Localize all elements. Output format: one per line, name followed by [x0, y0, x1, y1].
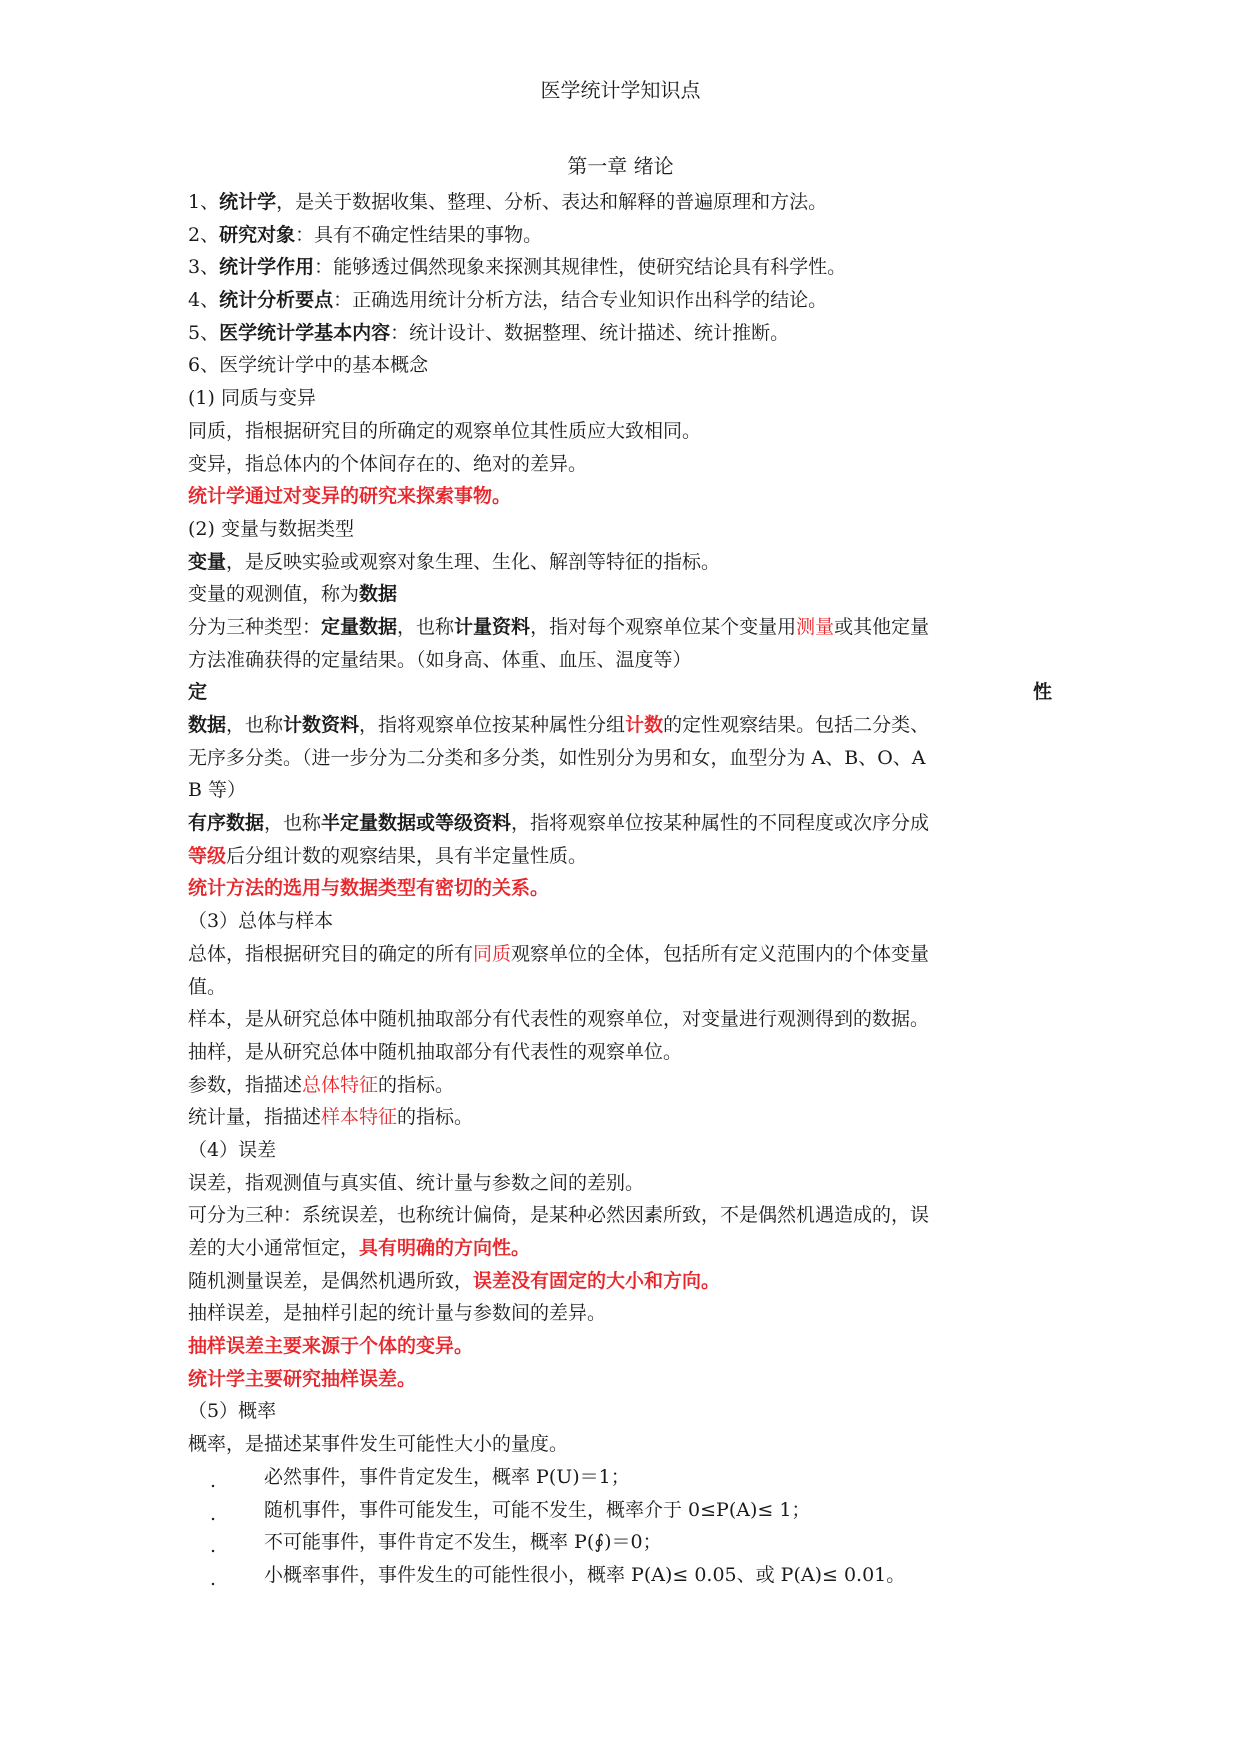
text-line [188, 1559, 1052, 1592]
text-line [188, 1297, 1052, 1330]
text-segment: ，是关于数据收集、整理、分析、表达和解释的普遍原理和方法。 [276, 191, 828, 213]
highlighted-text: 误差没有固定的大小和方向。 [473, 1269, 721, 1292]
text-segment: 概率，是描述某事件发生可能性大小的量度。 [188, 1433, 569, 1456]
text-segment: 3、 [188, 256, 220, 279]
text-line [188, 186, 1052, 219]
text-segment: 误差，指观测值与真实值、统计量与参数之间的差别。 [188, 1171, 645, 1194]
text-segment: 差的大小通常恒定， [188, 1237, 360, 1259]
text-segment: 分为三种类型： [188, 615, 322, 638]
text-segment: 样本，是从研究总体中随机抽取部分有代表性的观察单位，对变量进行观测得到的数据。 [188, 1008, 930, 1031]
text-segment: 观察单位的全体，包括所有定义范围内的个体变量 [511, 942, 930, 965]
list-bullet: . [210, 1567, 217, 1590]
text-segment: 变异，指总体内的个体间存在的、绝对的差异。 [188, 452, 588, 475]
list-bullet: . [210, 1535, 217, 1558]
text-segment: （5）概率 [188, 1400, 277, 1423]
text-line [188, 546, 1052, 579]
text-line [188, 317, 1052, 350]
highlighted-text: 统计学通过对变异的研究来探索事物。 [188, 485, 512, 508]
text-line [188, 1428, 1052, 1461]
text-segment: (1) 同质与变异 [188, 387, 316, 410]
text-segment: 必然事件，事件肯定发生，概率 P(U)＝1； [264, 1465, 630, 1488]
bold-term: 有序数据 [188, 812, 265, 835]
text-segment: ：具有不确定性结果的事物。 [295, 223, 543, 246]
text-segment: 不可能事件，事件肯定不发生，概率 P(∮)＝0； [264, 1531, 662, 1554]
highlighted-text: 等级 [188, 844, 227, 867]
text-segment: (2) 变量与数据类型 [188, 517, 354, 540]
text-segment: 4、 [188, 289, 220, 312]
text-line [188, 349, 1052, 382]
bold-term: 医学统计学基本内容 [219, 321, 391, 344]
text-segment: 无序多分类。（进一步分为二分类和多分类，如性别分为男和女，血型分为 A、B、O、A [188, 746, 926, 769]
text-segment: 随机测量误差，是偶然机遇所致， [188, 1269, 474, 1292]
text-segment: 值。 [188, 975, 227, 998]
highlighted-text: 具有明确的方向性。 [359, 1237, 531, 1259]
text-segment: ，是反映实验或观察对象生理、生化、解剖等特征的指标。 [226, 550, 721, 573]
text-line [188, 611, 1052, 644]
document-title: 医学统计学知识点 [540, 78, 701, 102]
text-line [188, 513, 1052, 546]
highlighted-text: 总体特征 [302, 1073, 379, 1096]
text-line [188, 644, 1052, 677]
text-segment: 可分为三种：系统误差，也称统计偏倚，是某种必然因素所致，不是偶然机遇造成的，误 [188, 1204, 930, 1227]
bold-term: 变量 [188, 550, 227, 573]
list-bullet: . [210, 1469, 217, 1492]
text-segment: 1、 [188, 191, 220, 213]
text-line [188, 480, 1052, 513]
text-line [188, 1036, 1052, 1069]
bold-term: 统计学作用 [219, 256, 315, 279]
text-line [188, 807, 1052, 840]
text-segment: 抽样，是从研究总体中随机抽取部分有代表性的观察单位。 [188, 1040, 683, 1063]
text-line [188, 1232, 1052, 1265]
bold-term: 定 [188, 681, 208, 704]
highlighted-text: 统计方法的选用与数据类型有密切的关系。 [188, 877, 550, 900]
text-segment: 6、医学统计学中的基本概念 [188, 354, 429, 377]
highlighted-text: 样本特征 [321, 1106, 398, 1129]
text-line [188, 1526, 1052, 1559]
text-segment: 同质，指根据研究目的所确定的观察单位其性质应大致相同。 [188, 419, 702, 442]
highlighted-text: 统计学主要研究抽样误差。 [188, 1367, 417, 1390]
text-segment: ：能够透过偶然现象来探测其规律性，使研究结论具有科学性。 [314, 256, 847, 279]
text-segment: 抽样误差，是抽样引起的统计量与参数间的差异。 [188, 1302, 607, 1325]
bold-term: 数据 [359, 583, 398, 606]
text-segment: 的指标。 [397, 1106, 474, 1129]
text-line [188, 1494, 1052, 1527]
text-line [188, 1003, 1052, 1036]
text-segment: 小概率事件，事件发生的可能性很小，概率 P(A)≤ 0.05、或 P(A)≤ 0.01。 [264, 1563, 906, 1586]
text-segment: ，指将观察单位按某种属性的不同程度或次序分成 [511, 812, 930, 835]
text-line [188, 1265, 1052, 1298]
text-line [188, 219, 1052, 252]
text-line [188, 709, 1052, 742]
text-segment: （3）总体与样本 [188, 910, 334, 933]
text-line [188, 1363, 1052, 1396]
text-segment: 的指标。 [378, 1073, 455, 1096]
text-line [188, 1330, 1052, 1363]
text-line [188, 448, 1052, 481]
highlighted-text: 测量 [796, 615, 835, 638]
text-line [188, 1134, 1052, 1167]
text-segment: 后分组计数的观察结果，具有半定量性质。 [226, 844, 588, 867]
text-segment: 随机事件，事件可能发生，可能不发生，概率介于 0≤P(A)≤ 1； [264, 1498, 811, 1521]
text-segment: ，指将观察单位按某种属性分组 [359, 714, 626, 736]
text-line [188, 1101, 1052, 1134]
text-segment: 或其他定量 [834, 615, 930, 638]
text-segment: 参数，指描述 [188, 1073, 303, 1096]
bold-term: 统计学 [219, 191, 277, 213]
bold-term: 数据 [188, 714, 227, 736]
text-segment: 5、 [188, 321, 220, 344]
bold-term: 计量资料 [454, 615, 531, 638]
text-segment: 变量的观测值，称为 [188, 583, 360, 606]
text-segment: ，也称 [264, 812, 322, 835]
text-line [188, 1069, 1052, 1102]
text-line [188, 251, 1052, 284]
text-segment: 总体，指根据研究目的确定的所有 [188, 942, 474, 965]
highlighted-text: 计数 [625, 714, 664, 736]
text-segment: ，指对每个观察单位某个变量用 [530, 615, 797, 638]
text-segment: 方法准确获得的定量结果。（如身高、体重、血压、温度等） [188, 648, 692, 671]
list-bullet: . [210, 1502, 217, 1525]
highlighted-text: 同质 [473, 942, 512, 965]
text-segment: ：正确选用统计分析方法，结合专业知识作出科学的结论。 [333, 289, 828, 312]
bold-term: 统计分析要点 [219, 289, 334, 312]
bold-term: 研究对象 [219, 223, 296, 246]
text-line [188, 774, 1052, 807]
text-segment: ，也称 [397, 615, 455, 638]
text-line [188, 742, 1052, 775]
text-segment: ，也称 [226, 714, 284, 736]
text-line [188, 1167, 1052, 1200]
text-line [188, 938, 1052, 971]
document-body [188, 186, 1052, 1592]
highlighted-text: 抽样误差主要来源于个体的变异。 [188, 1335, 474, 1358]
text-segment: （4）误差 [188, 1138, 277, 1161]
text-line [188, 284, 1052, 317]
bold-term: 性 [1032, 681, 1052, 704]
text-segment: ：统计设计、数据整理、统计描述、统计推断。 [390, 321, 790, 344]
text-line [188, 578, 1052, 611]
text-line [188, 971, 1052, 1004]
text-segment: 统计量，指描述 [188, 1106, 322, 1129]
text-line [188, 1199, 1052, 1232]
bold-term: 计数资料 [283, 714, 360, 736]
text-line [188, 1395, 1052, 1428]
text-line [188, 676, 1052, 709]
text-segment: 2、 [188, 223, 220, 246]
text-line [188, 382, 1052, 415]
bold-term: 定量数据 [321, 615, 398, 638]
text-segment: B 等） [188, 779, 247, 802]
text-segment: 的定性观察结果。包括二分类、 [663, 714, 930, 736]
text-line [188, 415, 1052, 448]
text-line [188, 905, 1052, 938]
text-line [188, 872, 1052, 905]
text-line [188, 1461, 1052, 1494]
bold-term: 半定量数据或等级资料 [321, 812, 512, 835]
chapter-title: 第一章 绪论 [567, 154, 674, 178]
text-line [188, 840, 1052, 873]
